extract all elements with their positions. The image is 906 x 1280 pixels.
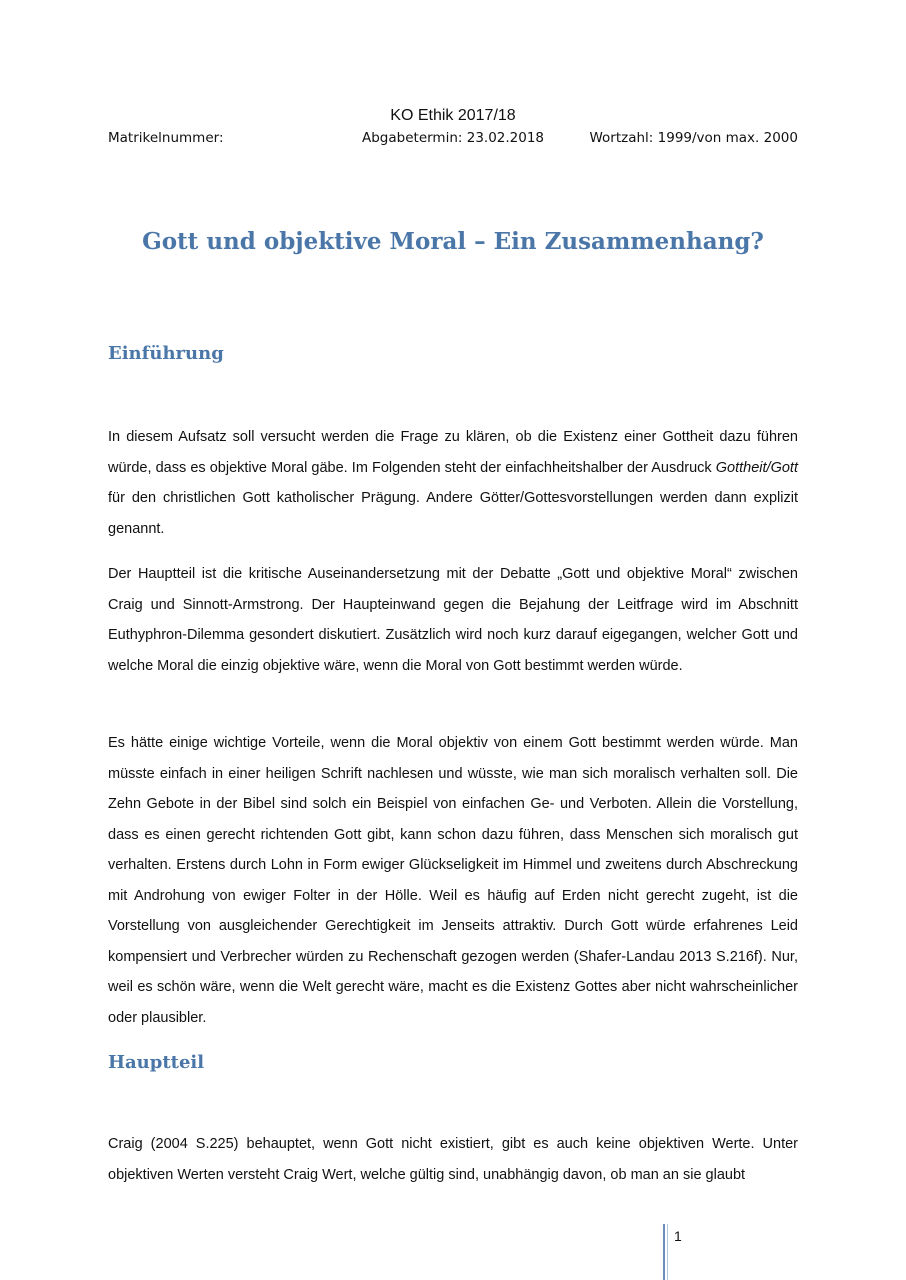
paragraph-intro-1 bbox=[108, 422, 798, 544]
header-course-title: KO Ethik 2017/18 bbox=[390, 107, 516, 124]
paragraph-intro-1-part-b: für den christlichen Gott katholischer Prägung. Andere Götter/Gottesvorstellungen werden dann explizit genannt. bbox=[108, 490, 798, 537]
wordcount-label: Wortzahl: 1999/von max. 2000 bbox=[589, 130, 798, 146]
header-meta-row bbox=[108, 130, 798, 150]
deadline-label: Abgabetermin: 23.02.2018 bbox=[362, 130, 545, 146]
page-number-rule-light bbox=[667, 1224, 668, 1280]
paragraph-intro-2: Der Hauptteil ist die kritische Auseinandersetzung mit der Debatte „Gott und objektive Moral“ zwischen Craig und Sinnott-Armstrong. Der Haupteinwand gegen die Bejahung der Leitfrage wird im Abschnitt Euthyphron-Dilemma gesondert diskutiert. Zusätzlich wird noch kurz darauf eigegangen, welcher Gott und welche Moral die einzig objektive wäre, wenn die Moral von Gott bestimmt werden würde. bbox=[108, 566, 798, 674]
section-heading-hauptteil: Hauptteil bbox=[108, 1052, 205, 1073]
page-number-rule bbox=[663, 1224, 665, 1280]
paragraph-intro-3: Es hätte einige wichtige Vorteile, wenn die Moral objektiv von einem Gott bestimmt werden würde. Man müsste einfach in einer heiligen Schrift nachlesen und wüsste, wie man sich moralisch verhalten soll. Die Zehn Gebote in der Bibel sind solch ein Beispiel von einfachen Ge- und Verboten. Allein die Vorstellung, dass es einen gerecht richtenden Gott gibt, kann schon dazu führen, dass Menschen sich moralisch gut verhalten. Erstens durch Lohn in Form ewiger Glückseligkeit im Himmel und zweitens durch Abschreckung mit Androhung von ewiger Folter in der Hölle. Weil es häufig auf Erden nicht gerecht zugeht, ist die Vorstellung von ausgleichender Gerechtigkeit im Jenseits attraktiv. Durch Gott würde erfahrenes Leid kompensiert und Verbrecher würden zu Rechenschaft gezogen werden (Shafer-Landau 2013 S.216f). Nur, weil es schön wäre, wenn die Welt gerecht wäre, macht es die Existenz Gottes aber nicht wahrscheinlicher oder plausibler. bbox=[108, 735, 798, 1026]
section-heading-einfuehrung: Einführung bbox=[108, 343, 224, 364]
document-title: Gott und objektive Moral – Ein Zusammenhang? bbox=[142, 228, 764, 255]
paragraph-intro-1-emphasis: Gottheit/Gott bbox=[715, 459, 798, 476]
paragraph-intro-1-part-a: In diesem Aufsatz soll versucht werden die Frage zu klären, ob die Existenz einer Gottheit dazu führen würde, dass es objektive Moral gäbe. Im Folgenden steht der einfachheitshalber der Ausdruck bbox=[108, 429, 798, 476]
paragraph-main-1: Craig (2004 S.225) behauptet, wenn Gott nicht existiert, gibt es auch keine objektiven Werte. Unter objektiven Werten versteht Craig Wert, welche gültig sind, unabhängig davon, ob man an sie glaubt bbox=[108, 1136, 798, 1183]
matrikel-label: Matrikelnummer: bbox=[108, 130, 224, 146]
page-number: 1 bbox=[674, 1228, 682, 1244]
